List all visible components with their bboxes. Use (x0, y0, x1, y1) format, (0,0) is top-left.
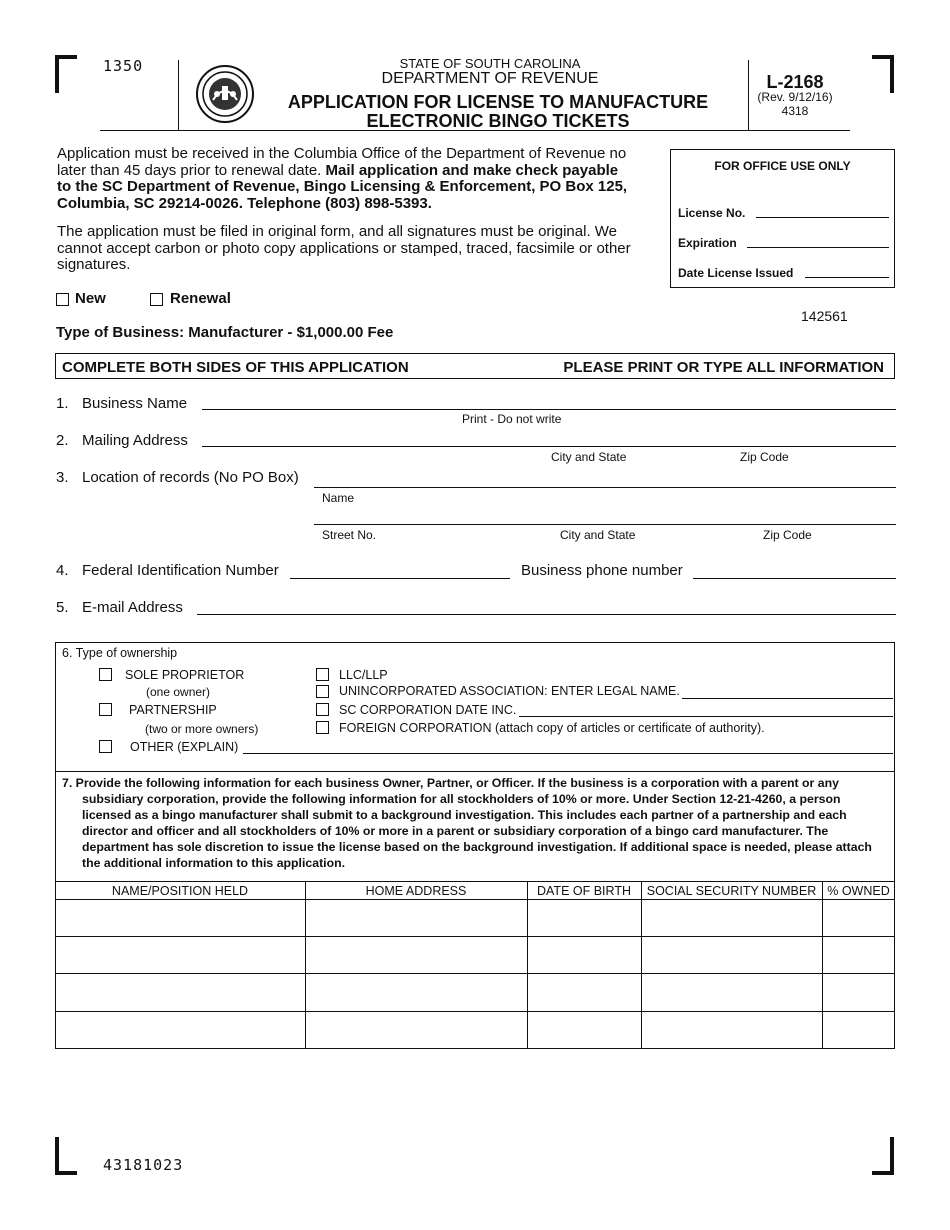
page-title-line2: ELECTRONIC BINGO TICKETS (366, 111, 630, 131)
email-label: E-mail Address (82, 599, 183, 616)
instructions-paragraph-1 (57, 146, 632, 212)
bottom-scan-code: 43181023 (103, 1156, 184, 1174)
renewal-label: Renewal (170, 290, 231, 307)
other-checkbox[interactable] (99, 740, 112, 753)
foreign-corporation-checkbox[interactable] (316, 721, 329, 734)
sc-corporation-label: SC CORPORATION DATE INC. (339, 703, 517, 717)
state-seal-icon (195, 64, 255, 124)
form-number: L-2168 (766, 72, 824, 92)
field-2-number: 2. (56, 432, 69, 449)
sc-corporation-checkbox[interactable] (316, 703, 329, 716)
header-department: DEPARTMENT OF REVENUE (381, 70, 599, 87)
instructions-plain: Application must be received in the Columbia Office of the Department of Revenue no later than 45 days prior to renewal date. (57, 145, 627, 179)
records-name-field[interactable] (314, 487, 896, 488)
col-header-dob: DATE OF BIRTH (537, 884, 631, 898)
records-name-hint: Name (322, 491, 355, 505)
header-state: STATE OF SOUTH CAROLINA (399, 56, 581, 71)
llc-checkbox[interactable] (316, 668, 329, 681)
top-scan-code: 1350 (103, 57, 144, 75)
new-label: New (75, 290, 106, 307)
business-phone-label: Business phone number (521, 562, 683, 579)
office-use-box (670, 149, 895, 288)
form-id-number: 142561 (801, 308, 848, 324)
corner-mark-top-right (872, 55, 894, 93)
table-row[interactable] (56, 1012, 894, 1048)
field-4-number: 4. (56, 562, 69, 579)
section-7-instructions: 7. Provide the following information for each business Owner, Partner, or Officer. If the business is a corporation with a parent or any subsidiary corporation, provide the following information for all stockholders of 10% or more. Under Section 12-21-4260, a person licensed as a bingo manufacturer shall submit to a background investigation. This includes each partner of a partnership and each director and officer and all stockholders of 10% or more in a parent or subsidiary corporation of a bingo card manufacturer. The department has sole discretion to issue the license based on the background investigation. If additional space is needed, please attach the additional information to this application. (62, 776, 872, 870)
mailing-city-state-hint: City and State (551, 450, 627, 464)
banner-right: PLEASE PRINT OR TYPE ALL INFORMATION (563, 359, 884, 376)
table-row[interactable] (56, 974, 894, 1011)
license-no-field[interactable] (756, 217, 889, 218)
other-explain-field[interactable] (243, 753, 893, 754)
unincorporated-label: UNINCORPORATED ASSOCIATION: ENTER LEGAL NAME. (339, 684, 680, 698)
col-header-owned: % OWNED (827, 884, 890, 898)
instructions-paragraph-2: The application must be filed in original form, and all signatures must be original. We cannot accept carbon or photo copy applications or stamped, traced, facsimile or other signatures. (57, 223, 631, 273)
date-issued-label: Date License Issued (678, 266, 794, 280)
mailing-zip-hint: Zip Code (740, 450, 789, 464)
records-zip-hint: Zip Code (763, 528, 812, 542)
unincorporated-checkbox[interactable] (316, 685, 329, 698)
business-name-hint: Print - Do not write (462, 412, 562, 426)
corner-mark-bottom-right (872, 1137, 894, 1175)
banner-left: COMPLETE BOTH SIDES OF THIS APPLICATION (62, 359, 409, 376)
field-5-number: 5. (56, 599, 69, 616)
records-address-field[interactable] (314, 524, 896, 525)
header-divider-left (178, 60, 179, 130)
foreign-corporation-label: FOREIGN CORPORATION (attach copy of articles or certificate of authority). (339, 721, 765, 735)
section-divider (55, 771, 895, 772)
business-phone-field[interactable] (693, 578, 896, 579)
form-revision: (Rev. 9/12/16) (757, 90, 833, 104)
table-top-rule (55, 881, 895, 882)
office-use-title: FOR OFFICE USE ONLY (714, 159, 851, 173)
records-street-hint: Street No. (322, 528, 377, 542)
instructions-banner (55, 353, 895, 379)
new-checkbox[interactable] (56, 293, 69, 306)
renewal-checkbox[interactable] (150, 293, 163, 306)
date-incorporated-field[interactable] (519, 716, 893, 717)
records-city-state-hint: City and State (560, 528, 636, 542)
form-code: 4318 (781, 104, 809, 118)
legal-name-field[interactable] (682, 698, 893, 699)
col-header-name: NAME/POSITION HELD (111, 884, 249, 898)
ownership-title: 6. Type of ownership (62, 646, 178, 660)
partnership-checkbox[interactable] (99, 703, 112, 716)
field-1-number: 1. (56, 395, 69, 412)
mailing-address-field[interactable] (202, 446, 896, 447)
field-3-number: 3. (56, 469, 69, 486)
partnership-label: PARTNERSHIP (129, 703, 217, 717)
sole-proprietor-checkbox[interactable] (99, 668, 112, 681)
date-issued-field[interactable] (805, 277, 889, 278)
expiration-label: Expiration (678, 236, 737, 250)
sole-proprietor-label: SOLE PROPRIETOR (125, 668, 245, 682)
fein-label: Federal Identification Number (82, 562, 279, 579)
business-name-field[interactable] (202, 409, 896, 410)
partnership-sub: (two or more owners) (145, 722, 259, 736)
business-type: Type of Business: Manufacturer - $1,000.00 Fee (56, 324, 394, 341)
table-row[interactable] (56, 900, 894, 936)
llc-label: LLC/LLP (339, 668, 388, 682)
other-label: OTHER (EXPLAIN) (130, 740, 239, 754)
records-location-label: Location of records (No PO Box) (82, 469, 299, 486)
business-name-label: Business Name (82, 395, 188, 412)
table-row[interactable] (56, 937, 894, 973)
instructions-mailing: Mail application and make check payable to the SC Department of Revenue, Bingo Licensing & Enforcement, PO Box 125, Columbia, SC 29214-0026. Telephone (803) 898-5393. (57, 161, 628, 212)
corner-mark-bottom-left (55, 1137, 77, 1175)
email-field[interactable] (197, 614, 896, 615)
mailing-address-label: Mailing Address (82, 432, 188, 449)
sole-proprietor-sub: (one owner) (146, 685, 211, 699)
fein-field[interactable] (290, 578, 510, 579)
expiration-field[interactable] (747, 247, 889, 248)
page-title-line1: APPLICATION FOR LICENSE TO MANUFACTURE (287, 92, 709, 112)
col-header-ssn: SOCIAL SECURITY NUMBER (646, 884, 817, 898)
license-no-label: License No. (678, 206, 746, 220)
corner-mark-top-left (55, 55, 77, 93)
col-header-address: HOME ADDRESS (365, 884, 467, 898)
